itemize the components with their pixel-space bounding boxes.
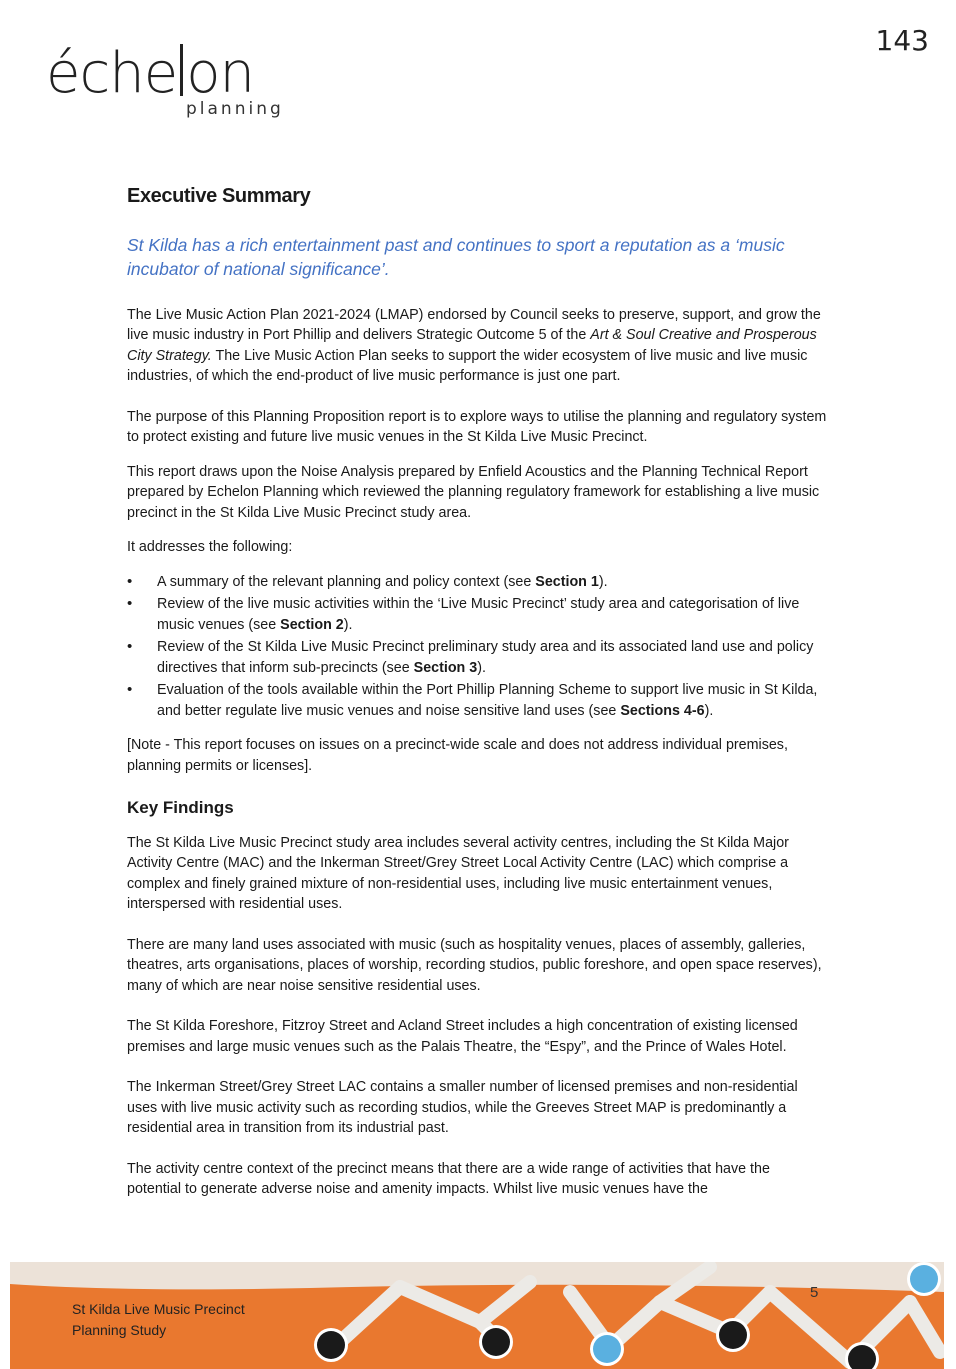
list-item-text: Review of the St Kilda Live Music Precinct preliminary study area and its associated land use and policy directives that inform sub-precincts (see bbox=[157, 639, 814, 676]
paragraph-purpose: The purpose of this Planning Proposition report is to explore ways to utilise the planning and regulatory system to protect existing and future live music venues in the St Kilda Live Music Precinct. bbox=[127, 408, 827, 445]
footer-page-number: 5 bbox=[810, 1284, 819, 1301]
list-item-end: ). bbox=[343, 616, 353, 633]
paragraph-sources: This report draws upon the Noise Analysis prepared by Enfield Acoustics and the Planning Technical Report prepared by Echelon Planning which reviewed the planning regulatory framework for establishing a live music precinct in the St Kilda Live Music Precinct study area. bbox=[127, 463, 820, 521]
list-item-text: A summary of the relevant planning and policy context (see bbox=[157, 573, 536, 590]
paragraph-finding-5: The activity centre context of the precinct means that there are a wide range of activities that have the potential to generate adverse noise and amenity impacts. Whilst live music venues have the bbox=[127, 1160, 770, 1197]
section-ref: Section 3 bbox=[413, 659, 478, 676]
list-item bbox=[127, 680, 827, 721]
footer-banner bbox=[10, 1262, 944, 1369]
addresses-list bbox=[127, 572, 827, 722]
section-ref: Section 1 bbox=[535, 573, 599, 590]
paragraph-note: [Note - This report focuses on issues on a precinct-wide scale and does not address individual premises, planning permits or licenses]. bbox=[127, 737, 788, 774]
logo-bar bbox=[180, 44, 183, 96]
logo-text-right: on bbox=[186, 41, 254, 106]
logo-subtitle: planning bbox=[186, 99, 284, 119]
list-item-text: Review of the live music activities within the ‘Live Music Precinct’ study area and categorisation of live music venues (see bbox=[157, 596, 800, 633]
key-findings-heading: Key Findings bbox=[127, 798, 234, 817]
logo-wordmark bbox=[46, 41, 254, 106]
logo-text-left: éche bbox=[46, 41, 178, 106]
lead-quote: St Kilda has a rich entertainment past and continues to sport a reputation as a ‘music incubator of national significance’. bbox=[127, 234, 785, 279]
list-item bbox=[127, 594, 827, 635]
list-item bbox=[127, 637, 827, 678]
footer-line-1: St Kilda Live Music Precinct bbox=[72, 1301, 245, 1317]
document-body bbox=[127, 180, 827, 1220]
list-item-text: Evaluation of the tools available within the Port Phillip Planning Scheme to support live music in St Kilda, and better regulate live music venues and noise sensitive land uses (see bbox=[157, 682, 818, 719]
list-item-end: ). bbox=[704, 702, 714, 719]
page-number: 143 bbox=[875, 24, 929, 57]
echelon-planning-logo bbox=[46, 41, 284, 119]
paragraph-finding-3: The St Kilda Foreshore, Fitzroy Street and Acland Street includes a high concentration of existing licensed premises and large music venues such as the Palais Theatre, the “Espy”, and the Prince of Wales Hotel. bbox=[127, 1018, 798, 1055]
paragraph-finding-1: The St Kilda Live Music Precinct study area includes several activity centres, including the St Kilda Major Activity Centre (MAC) and the Inkerman Street/Grey Street Local Activity Centre (LAC) which comprise a complex and finely grained mixture of non-residential uses, including live music entertainment venues, interspersed with residential uses. bbox=[127, 834, 789, 912]
paragraph-addresses: It addresses the following: bbox=[127, 539, 293, 555]
list-item bbox=[127, 572, 827, 593]
footer-title bbox=[72, 1299, 245, 1341]
footer-line-2: Planning Study bbox=[72, 1322, 167, 1338]
strategy-title: Art & Soul Creative and Prosperous City Strategy. bbox=[127, 327, 817, 364]
paragraph-finding-4: The Inkerman Street/Grey Street LAC contains a smaller number of licensed premises and non-residential uses with live music activity such as recording studios, while the Greeves Street MAP is predominantly a residential area in transition from its industrial past. bbox=[127, 1079, 798, 1136]
list-item-end: ). bbox=[477, 659, 486, 676]
paragraph-finding-2: There are many land uses associated with music (such as hospitality venues, places of assembly, galleries, theatres, arts organisations, places of worship, recording studios, public foreshore, and open space reserves), many of which are near noise sensitive residential uses. bbox=[127, 936, 822, 994]
section-title: Executive Summary bbox=[127, 185, 311, 207]
section-ref: Sections 4-6 bbox=[620, 702, 705, 719]
list-item-end: ). bbox=[598, 573, 608, 590]
paragraph-lmap-text-end: The Live Music Action Plan seeks to support the wider ecosystem of live music and live music industries, of which the end-product of live music performance is just one part. bbox=[127, 347, 808, 384]
paragraph-lmap bbox=[127, 305, 827, 387]
paragraph-lmap-text: The Live Music Action Plan 2021-2024 (LMAP) endorsed by Council seeks to preserve, support, and grow the live music industry in Port Phillip and delivers Strategic Outcome 5 of the bbox=[127, 306, 821, 343]
section-ref: Section 2 bbox=[280, 616, 344, 633]
